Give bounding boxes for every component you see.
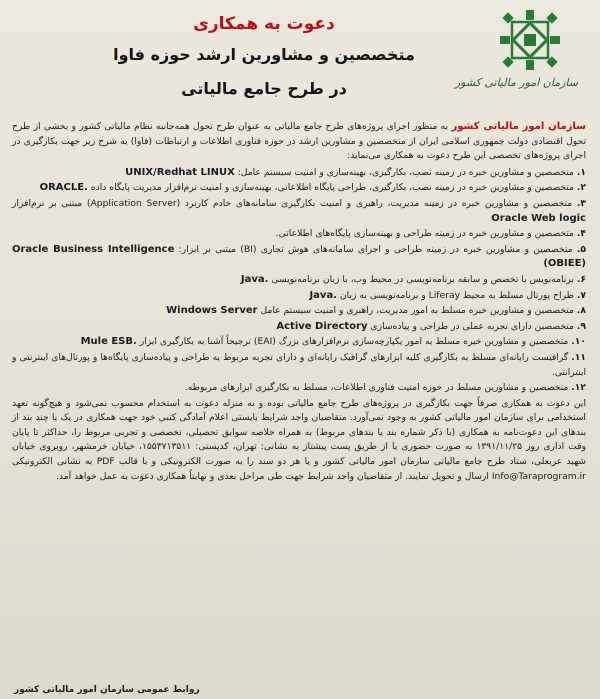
item-text: برنامه‌نویس با تخصص و سابقه برنامه‌نویسی در محیط وب، با زبان برنامه‌نویسی	[268, 273, 574, 285]
item-tech: ORACLE.	[39, 182, 88, 194]
item-text: متخصصین و مشاورین خبره مسلط به امور یکپارچه‌سازی نرم‌افزارهای بزرگ (EAI) ترجیحاً آشنا به بکارگیری ابزار	[136, 336, 569, 348]
page-subtitle: متخصصین و مشاورین ارشد حوزه فاوا	[113, 45, 415, 64]
emblem-icon	[498, 8, 562, 72]
item-number: ۳.	[576, 197, 587, 209]
list-item	[12, 273, 586, 288]
item-number: ۱۲.	[571, 382, 586, 394]
item-text: گرافیست رایانه‌ای مسلط به بکارگیری کلیه ابزارهای گرافیک رایانه‌ای و دارای تجربه مربوط به طراحی و پیاده‌سازی پایگاه‌ها و پورتال‌های اینترنتی و اینترانتی.	[12, 351, 586, 378]
list-item	[12, 335, 586, 350]
item-tech: Java.	[240, 273, 269, 285]
list-item	[12, 227, 586, 242]
header	[12, 8, 586, 118]
item-tech: Oracle Web logic	[491, 212, 586, 224]
item-text: متخصصین دارای تجربه عملی در طراحی و پیاده‌سازی	[367, 320, 574, 332]
list-item	[12, 243, 586, 272]
item-number: ۹.	[576, 320, 586, 332]
page-title: دعوت به همکاری	[193, 14, 335, 34]
item-tech: UNIX/Redhat LINUX	[125, 166, 235, 178]
list-item	[12, 320, 586, 335]
intro-organization: سازمان امور مالیاتی کشور	[451, 121, 586, 132]
item-number: ۱۰.	[571, 336, 586, 348]
item-text: متخصصین و مشاورین خبره در زمینه طراحی و بهینه‌سازی پایگاه‌های اطلاعاتی.	[275, 228, 574, 240]
item-text: طراح پورتال مسلط به محیط Liferay و برنامه‌نویسی به زبان	[337, 289, 574, 301]
organization-logo	[454, 8, 578, 89]
item-text: متخصصین و مشاورین خبره در زمینه طراحی و اجرای سامانه‌های هوش تجاری (BI) مبتنی بر ابزار:	[174, 243, 573, 255]
item-number: ۱.	[576, 166, 586, 178]
list-item	[12, 166, 586, 181]
item-text: متخصصین و مشاورین خبره در زمینه نصب، بکارگیری، بهینه‌سازی و امنیت سیستم عامل:	[234, 166, 574, 178]
item-text: متخصصین و مشاورین مسلط در حوزه امنیت فناوری اطلاعات، مسلط به بکارگیری ابزارهای مربوطه.	[184, 382, 569, 394]
item-tech: Oracle Business Intelligence (OBIEE)	[12, 243, 586, 270]
closing-paragraph: این دعوت به همکاری صرفاً جهت بکارگیری در پروژه‌های طرح جامع مالیاتی بوده و به منزله دعوت به استخدام محسوب نمی‌شود و هیچ‌گونه تعهد استخدامی برای سازمان امور مالیاتی کشور به وجود نمی‌آورد. متقاضیان واجد شرایط بایستی اعلام آمادگی کتبی خود جهت همکاری در یک یا چند بند از بندهای این دعوت‌نامه به همکاری (با ذکر شماره بند یا بندهای مربوط) به همراه خلاصه سوابق تحصیلی، تخصصی و تجربی مربوط را، حداکثر تا پایان وقت اداری روز ۱۳۹۱/۱۱/۲۵ به صورت حضوری یا از طریق پست پیشتاز به نشانی: تهران، کدپستی: ۱۵۵۳۷۱۳۵۱۱، خیابان خرمشهر، روبروی خیابان شهید عربعلی، ستاد طرح جامع مالیاتی سازمان امور مالیاتی کشور و یا هر دو سند را به صورت الکترونیکی و با قالب PDF به نشانی الکترونیکی Info@Taraprogram.ir ارسال و تحویل نمایند. از متقاضیان واجد شرایط جهت طی مراحل بعدی و نهایتاً همکاری دعوت به عمل خواهد آمد.	[12, 397, 587, 482]
item-tech: Windows Server	[166, 305, 258, 317]
list-item	[12, 381, 586, 396]
item-tech: Mule ESB.	[80, 336, 137, 348]
item-text: متخصصین و مشاورین خبره مسلط به امور مدیریت، راهبری و امنیت سیستم عامل	[257, 305, 574, 317]
list-item	[12, 351, 586, 380]
item-text: متخصصین و مشاورین خبره در زمینه نصب، بکارگیری، طراحی پایگاه اطلاعاتی، بهینه‌سازی و امنیت نرم‌افزار مدیریت پایگاه داده	[87, 182, 574, 194]
list-item	[12, 197, 586, 226]
title-block	[72, 10, 456, 106]
item-number: ۸.	[576, 305, 586, 317]
intro-text: به منظور اجرای پروژه‌های طرح جامع مالیاتی به عنوان طرح تحول همه‌جانبه نظام مالیاتی کشور و بخشی از طرح تحول اقتصادی دولت جمهوری اسلامی ایران از متخصصین و مشاورین ارشد در حوزه فناوری اطلاعات و ارتباطات (فاوا) به شرح زیر جهت بکارگیری در اجرای پروژه‌های تخصصی این طرح دعوت به همکاری می‌نماید:	[12, 121, 586, 162]
item-text: متخصصین و مشاورین خبره در زمینه مدیریت، راهبری و امنیت بکارگیری سامانه‌های خادم کاربرد (Application Server) مبتنی بر نرم‌افزار	[12, 197, 573, 209]
list-item	[12, 181, 586, 196]
announcement-body	[12, 120, 586, 484]
list-item	[12, 304, 586, 319]
logo-caption: سازمان امور مالیاتی کشور	[454, 76, 578, 89]
list-item	[12, 289, 586, 304]
page-subtitle-2: در طرح جامع مالیاتی	[181, 79, 347, 98]
item-number: ۴.	[576, 228, 586, 240]
intro-paragraph	[12, 120, 586, 164]
item-number: ۵.	[576, 243, 586, 255]
item-tech: Active Directory	[276, 320, 368, 332]
requirements-list	[12, 166, 586, 396]
item-number: ۶.	[576, 273, 586, 285]
item-number: ۱۱.	[571, 351, 587, 363]
item-number: ۲.	[576, 182, 586, 194]
item-number: ۷.	[576, 289, 586, 301]
item-tech: Java.	[309, 289, 337, 301]
footer-signature: روابط عمومی سازمان امور مالیاتی کشور	[14, 685, 200, 695]
